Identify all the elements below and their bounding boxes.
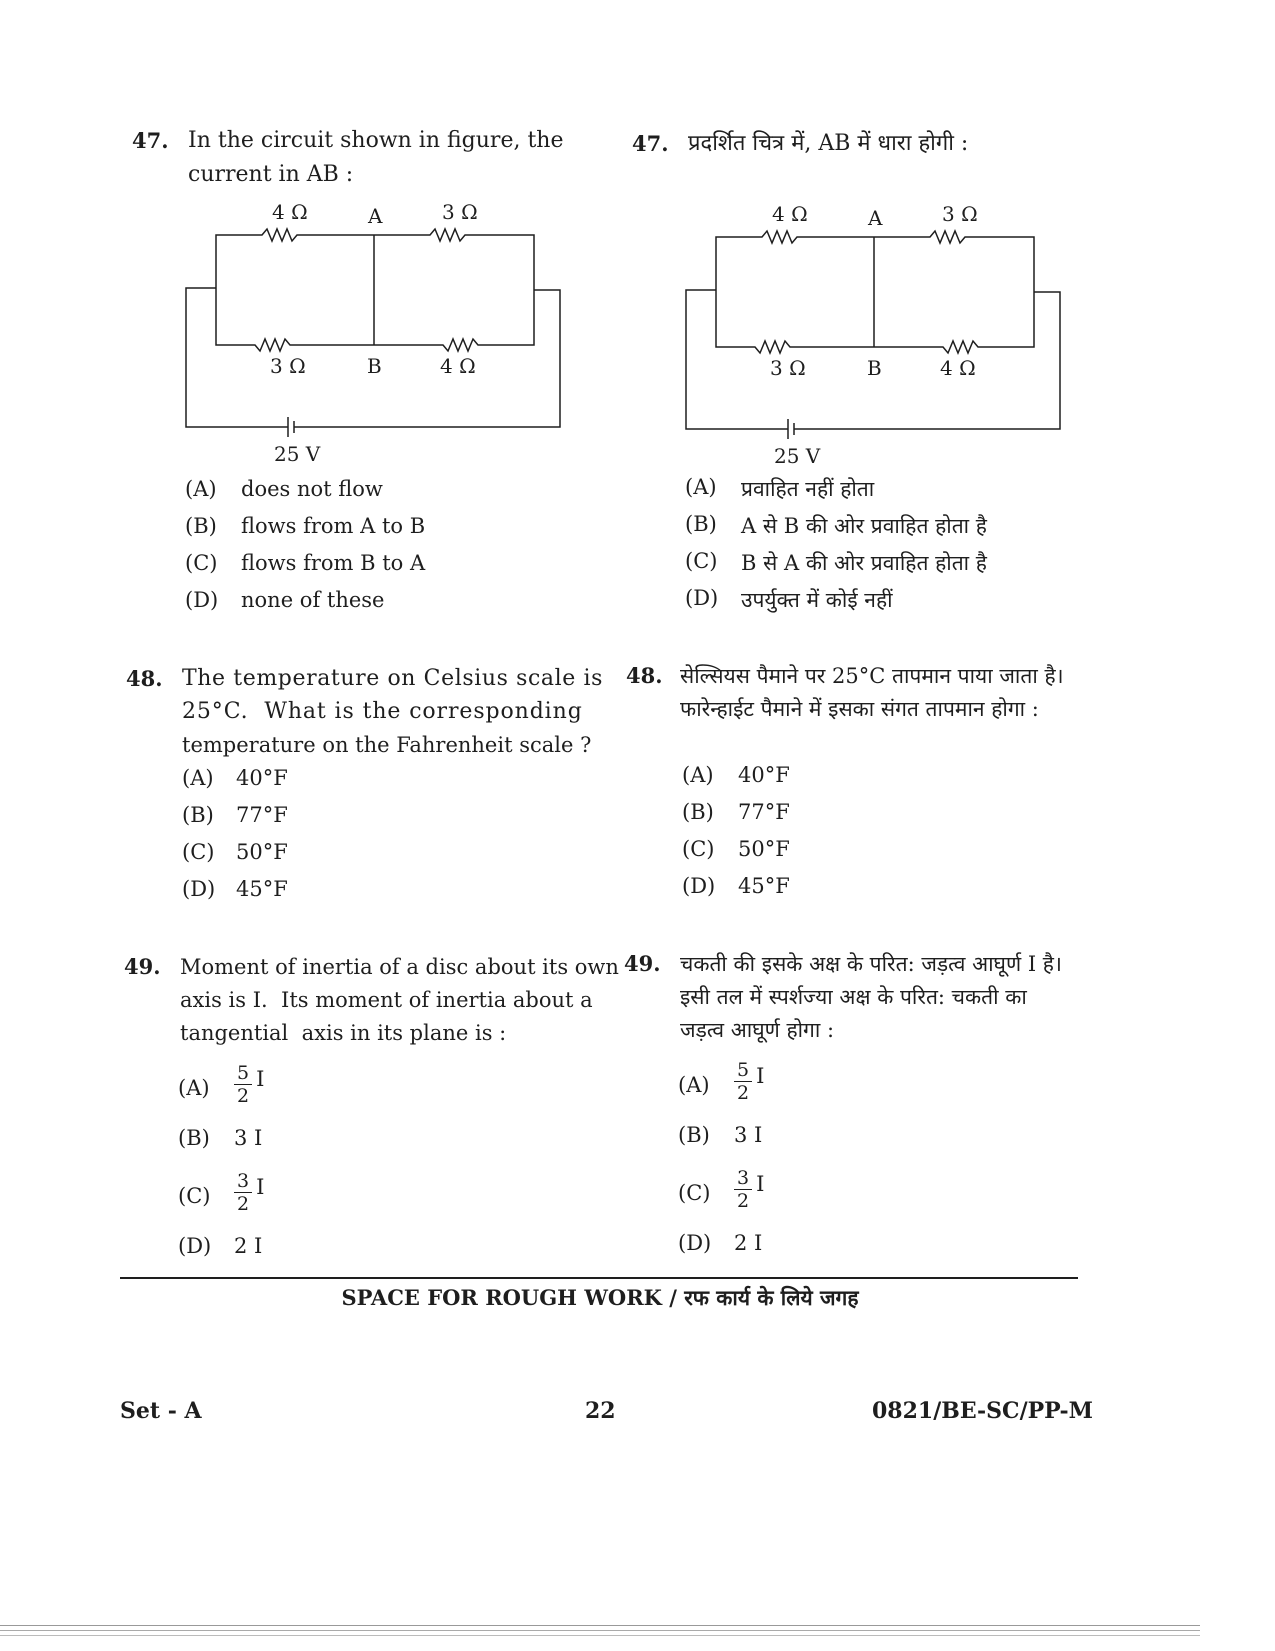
option-text: उपर्युक्त में कोई नहीं: [741, 588, 893, 612]
circuit-label-bottom-right: 4 Ω: [940, 356, 976, 380]
option-text: 3 I: [734, 1123, 763, 1147]
question-text-line-1: चकती की इसके अक्ष के परित: जड़त्व आघूर्ण I है।: [680, 952, 1062, 976]
question-text-line-2: फारेन्हाईट पैमाने में इसका संगत तापमान होगा :: [680, 697, 1039, 721]
option-label: (C): [178, 1184, 211, 1208]
fraction-value: [234, 1170, 264, 1215]
question-number: 47.: [632, 131, 669, 156]
circuit-label-bottom-left: 3 Ω: [770, 356, 806, 380]
question-number: 49.: [124, 954, 161, 979]
option-text: does not flow: [241, 477, 383, 501]
question-text-line-1: Moment of inertia of a disc about its own: [180, 955, 619, 979]
option-label: (D): [185, 588, 219, 612]
circuit-diagram-hi: [670, 197, 1070, 477]
option-text: B से A की ओर प्रवाहित होता है: [741, 551, 987, 575]
question-text-line-2: 25°C. What is the corresponding: [182, 699, 583, 724]
circuit-label-top-left: 4 Ω: [272, 200, 308, 224]
divider-line: [120, 1277, 1078, 1279]
circuit-node-b: B: [367, 354, 382, 378]
fraction-numerator: 5: [234, 1062, 252, 1085]
option-label: (D): [682, 874, 716, 898]
option-label: (B): [182, 803, 214, 827]
option-text: 50°F: [738, 837, 790, 861]
option-label: (D): [182, 877, 216, 901]
fraction-suffix: I: [256, 1066, 265, 1091]
question-text-line-2: axis is I. Its moment of inertia about a: [180, 988, 593, 1012]
question-number: 47.: [132, 128, 169, 153]
option-text: 40°F: [236, 766, 288, 790]
fraction-denominator: 2: [237, 1193, 250, 1215]
option-text: 3 I: [234, 1126, 263, 1150]
option-text: 2 I: [734, 1231, 763, 1255]
question-text-line-1: सेल्सियस पैमाने पर 25°C तापमान पाया जाता है।: [680, 664, 1064, 688]
option-label: (D): [678, 1231, 712, 1255]
question-number: 48.: [126, 666, 163, 691]
option-text: 45°F: [236, 877, 288, 901]
question-number: 48.: [626, 663, 663, 688]
fraction-suffix: I: [256, 1174, 265, 1199]
fraction-numerator: 3: [234, 1170, 252, 1193]
option-label: (B): [185, 514, 217, 538]
circuit-node-a: A: [368, 204, 383, 228]
circuit-label-top-left: 4 Ω: [772, 202, 808, 226]
circuit-label-bottom-right: 4 Ω: [440, 354, 476, 378]
option-label: (D): [685, 586, 719, 610]
option-label: (B): [682, 800, 714, 824]
fraction-numerator: 3: [734, 1167, 752, 1190]
option-label: (D): [178, 1234, 212, 1258]
option-label: (B): [685, 512, 717, 536]
option-label: (C): [678, 1181, 711, 1205]
bottom-edge-line: [0, 1625, 1200, 1626]
fraction-suffix: I: [756, 1063, 765, 1088]
option-label: (B): [178, 1126, 210, 1150]
circuit-node-a: A: [868, 206, 883, 230]
fraction-denominator: 2: [737, 1190, 750, 1212]
question-text-line-1: The temperature on Celsius scale is: [182, 666, 604, 691]
option-label: (A): [678, 1073, 710, 1097]
option-text: flows from A to B: [241, 514, 426, 538]
circuit-label-battery: 25 V: [274, 442, 321, 466]
fraction-value: [234, 1062, 264, 1107]
option-text: none of these: [241, 588, 385, 612]
option-label: (A): [685, 475, 717, 499]
fraction-value: [734, 1167, 764, 1212]
option-label: (C): [182, 840, 215, 864]
option-text: 45°F: [738, 874, 790, 898]
option-text: 40°F: [738, 763, 790, 787]
option-label: (B): [678, 1123, 710, 1147]
fraction-suffix: I: [756, 1171, 765, 1196]
question-text: In the circuit shown in figure, the current in AB :: [188, 128, 564, 187]
circuit-label-top-right: 3 Ω: [442, 200, 478, 224]
page-number: 22: [585, 1398, 616, 1424]
question-text-line-3: temperature on the Fahrenheit scale ?: [182, 733, 592, 757]
circuit-label-battery: 25 V: [774, 444, 821, 468]
question-text-line-3: tangential axis in its plane is :: [180, 1021, 507, 1045]
option-text: 77°F: [236, 803, 288, 827]
option-text: 2 I: [234, 1234, 263, 1258]
circuit-diagram-en: [170, 195, 570, 475]
option-label: (A): [178, 1076, 210, 1100]
option-label: (C): [682, 837, 715, 861]
circuit-node-b: B: [867, 356, 882, 380]
option-label: (C): [185, 551, 218, 575]
question-text-line-3: जड़त्व आघूर्ण होगा :: [680, 1018, 835, 1042]
fraction-value: [734, 1059, 764, 1104]
circuit-label-bottom-left: 3 Ω: [270, 354, 306, 378]
option-label: (A): [682, 763, 714, 787]
option-text: A से B की ओर प्रवाहित होता है: [741, 514, 987, 538]
paper-code: 0821/BE-SC/PP-M: [872, 1398, 1093, 1424]
option-label: (C): [685, 549, 718, 573]
fraction-denominator: 2: [237, 1085, 250, 1107]
option-text: flows from B to A: [241, 551, 426, 575]
fraction-denominator: 2: [737, 1082, 750, 1104]
set-label: Set - A: [120, 1398, 202, 1424]
question-text: प्रदर्शित चित्र में, AB में धारा होगी :: [688, 131, 969, 156]
circuit-label-top-right: 3 Ω: [942, 202, 978, 226]
option-label: (A): [185, 477, 217, 501]
bottom-edge-line: [0, 1630, 1200, 1631]
option-text: प्रवाहित नहीं होता: [741, 477, 875, 501]
question-text-line-2: इसी तल में स्पर्शज्या अक्ष के परित: चकती का: [680, 985, 1027, 1009]
rough-work-label: SPACE FOR ROUGH WORK / रफ कार्य के लिये जगह: [341, 1285, 859, 1310]
bottom-edge-line: [0, 1635, 1200, 1636]
option-label: (A): [182, 766, 214, 790]
fraction-numerator: 5: [734, 1059, 752, 1082]
question-number: 49.: [624, 951, 661, 976]
option-text: 77°F: [738, 800, 790, 824]
option-text: 50°F: [236, 840, 288, 864]
